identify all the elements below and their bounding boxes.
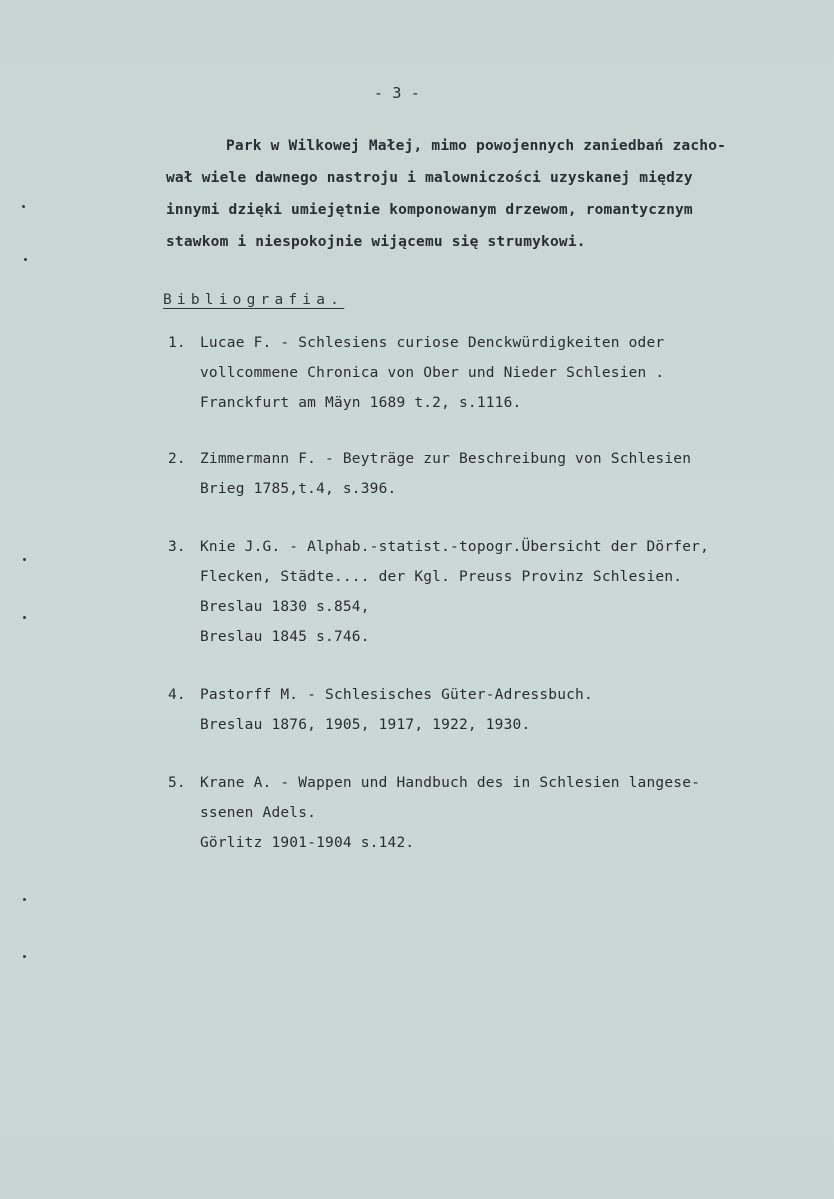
- margin-speck: [22, 205, 25, 208]
- bibliography-item: [168, 532, 798, 652]
- bibliography-item: [168, 768, 798, 858]
- intro-line: stawkom i niespokojnie wijącemu się strumykowi.: [166, 234, 586, 250]
- bibliography-line: Breslau 1830 s.854,: [200, 599, 370, 615]
- margin-speck: [23, 616, 26, 619]
- bibliography-item-text: [200, 768, 700, 858]
- bibliography-line: Breslau 1845 s.746.: [200, 629, 370, 645]
- margin-speck: [24, 258, 27, 261]
- bibliography-line: Pastorff M. - Schlesisches Güter-Adressbuch.: [200, 687, 593, 703]
- bibliography-line: vollcommene Chronica von Ober und Nieder Schlesien .: [200, 365, 665, 381]
- bibliography-line: Flecken, Städte.... der Kgl. Preuss Provinz Schlesien.: [200, 569, 683, 585]
- bibliography-item-number: 5.: [168, 775, 186, 791]
- bibliography-item: [168, 444, 798, 504]
- bibliography-line: Krane A. - Wappen und Handbuch des in Schlesien langese-: [200, 775, 701, 791]
- bibliography-item-text: [200, 328, 664, 418]
- intro-line: Park w Wilkowej Małej, mimo powojennych zaniedbań zacho-: [226, 138, 727, 154]
- bibliography-line: Zimmermann F. - Beyträge zur Beschreibung von Schlesien: [200, 451, 692, 467]
- bibliography-item-text: [200, 532, 709, 652]
- margin-speck: [23, 558, 26, 561]
- bibliography-line: Brieg 1785,t.4, s.396.: [200, 481, 397, 497]
- bibliography-item: [168, 680, 798, 740]
- bibliography-line: Knie J.G. - Alphab.-statist.-topogr.Übersicht der Dörfer,: [200, 539, 709, 555]
- bibliography-line: Görlitz 1901-1904 s.142.: [200, 835, 415, 851]
- intro-line: wał wiele dawnego nastroju i malowniczości uzyskanej między: [166, 170, 693, 186]
- bibliography-line: ssenen Adels.: [200, 805, 317, 821]
- margin-speck: [23, 955, 26, 958]
- bibliography-item-number: 4.: [168, 687, 186, 703]
- bibliography-item-number: 3.: [168, 539, 186, 555]
- bibliography-line: Franckfurt am Mäyn 1689 t.2, s.1116.: [200, 395, 522, 411]
- bibliography-item-text: [200, 680, 593, 740]
- page-number: - 3 -: [373, 84, 421, 102]
- intro-paragraph: [166, 130, 786, 258]
- bibliography-item-text: [200, 444, 691, 504]
- bibliography-list: [168, 328, 798, 858]
- bibliography-line: Breslau 1876, 1905, 1917, 1922, 1930.: [200, 717, 531, 733]
- bibliography-line: Lucae F. - Schlesiens curiose Denckwürdigkeiten oder: [200, 335, 665, 351]
- bibliography-heading: Bibliografia.: [163, 292, 345, 308]
- margin-speck: [23, 898, 26, 901]
- bibliography-item: [168, 328, 798, 418]
- bibliography-item-number: 2.: [168, 451, 186, 467]
- intro-line: innymi dzięki umiejętnie komponowanym drzewom, romantycznym: [166, 202, 693, 218]
- bibliography-item-number: 1.: [168, 335, 186, 351]
